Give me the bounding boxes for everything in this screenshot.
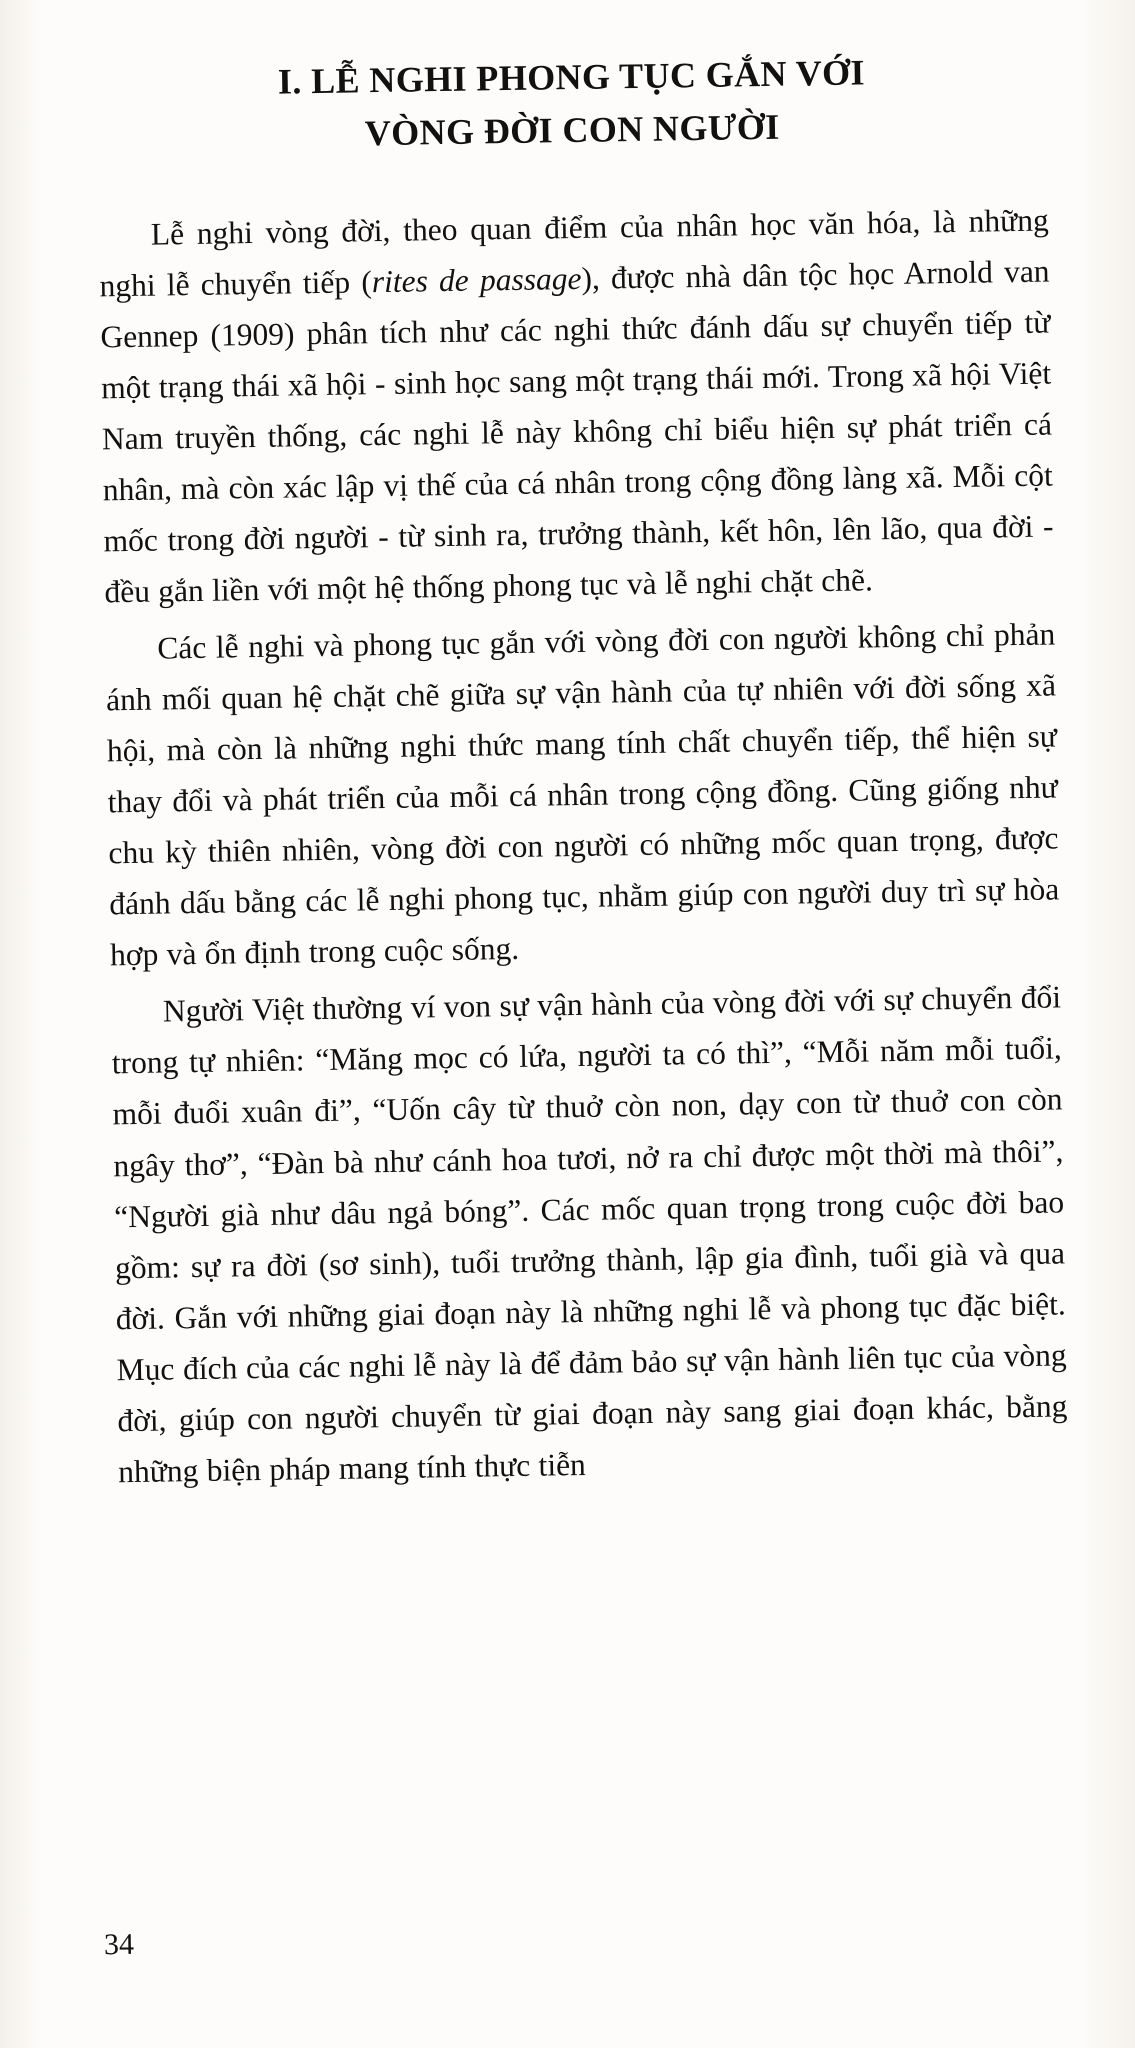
page-title-line-1: I. LỄ NGHI PHONG TỤC GẮN VỚI [277, 52, 866, 102]
page-title [96, 45, 1048, 164]
page-title-line-2: VÒNG ĐỜI CON NGƯỜI [364, 106, 780, 154]
page-content [96, 45, 1069, 1503]
paragraph-1: Lễ nghi vòng đời, theo quan điểm của nhân học văn hóa, là những nghi lễ chuyển tiếp (rites de passage), được nhà dân tộc học Arnold van Gennep (1909) phân tích như các nghi thức đánh dấu sự chuyển tiếp từ một trạng thái xã hội - sinh học sang một trạng thái mới. Trong xã hội Việt Nam truyền thống, các nghi lễ này không chỉ biểu hiện sự phát triển cá nhân, mà còn xác lập vị thế của cá nhân trong cộng đồng làng xã. Mỗi cột mốc trong đời người - từ sinh ra, trưởng thành, kết hôn, lên lão, qua đời - đều gắn liền với một hệ thống phong tục và lễ nghi chặt chẽ. [99, 202, 1054, 610]
paragraph-3: Người Việt thường ví von sự vận hành của vòng đời với sự chuyển đổi trong tự nhiên: “Măng mọc có lứa, người ta có thì”, “Mỗi năm mỗi tuổi, mỗi đuổi xuân đi”, “Uốn cây từ thuở còn non, dạy con từ thuở con còn ngây thơ”, “Đàn bà như cánh hoa tươi, nở ra chỉ được một thời mà thôi”, “Người già như dâu ngả bóng”. Các mốc quan trọng trong cuộc đời bao gồm: sự ra đời (sơ sinh), tuổi trưởng thành, lập gia đình, tuổi già và qua đời. Gắn với những giai đoạn này là những nghi lễ và phong tục đặc biệt. Mục đích của các nghi lễ này là để đảm bảo sự vận hành liên tục của vòng đời, giúp con người chuyển từ giai đoạn này sang giai đoạn khác, bằng những biện pháp mang tính thực tiễn [111, 979, 1068, 1489]
paragraph-2: Các lễ nghi và phong tục gắn với vòng đời con người không chỉ phản ánh mối quan hệ chặt chẽ giữa sự vận hành của tự nhiên với đời sống xã hội, mà còn là những nghi thức mang tính chất chuyển tiếp, thể hiện sự thay đổi và phát triển của mỗi cá nhân trong cộng đồng. Cũng giống như chu kỳ thiên nhiên, vòng đời con người có những mốc quan trọng, được đánh dấu bằng các lễ nghi phong tục, nhằm giúp con người duy trì sự hòa hợp và ổn định trong cuộc sống. [105, 616, 1060, 973]
page-number: 34 [103, 1927, 135, 1962]
